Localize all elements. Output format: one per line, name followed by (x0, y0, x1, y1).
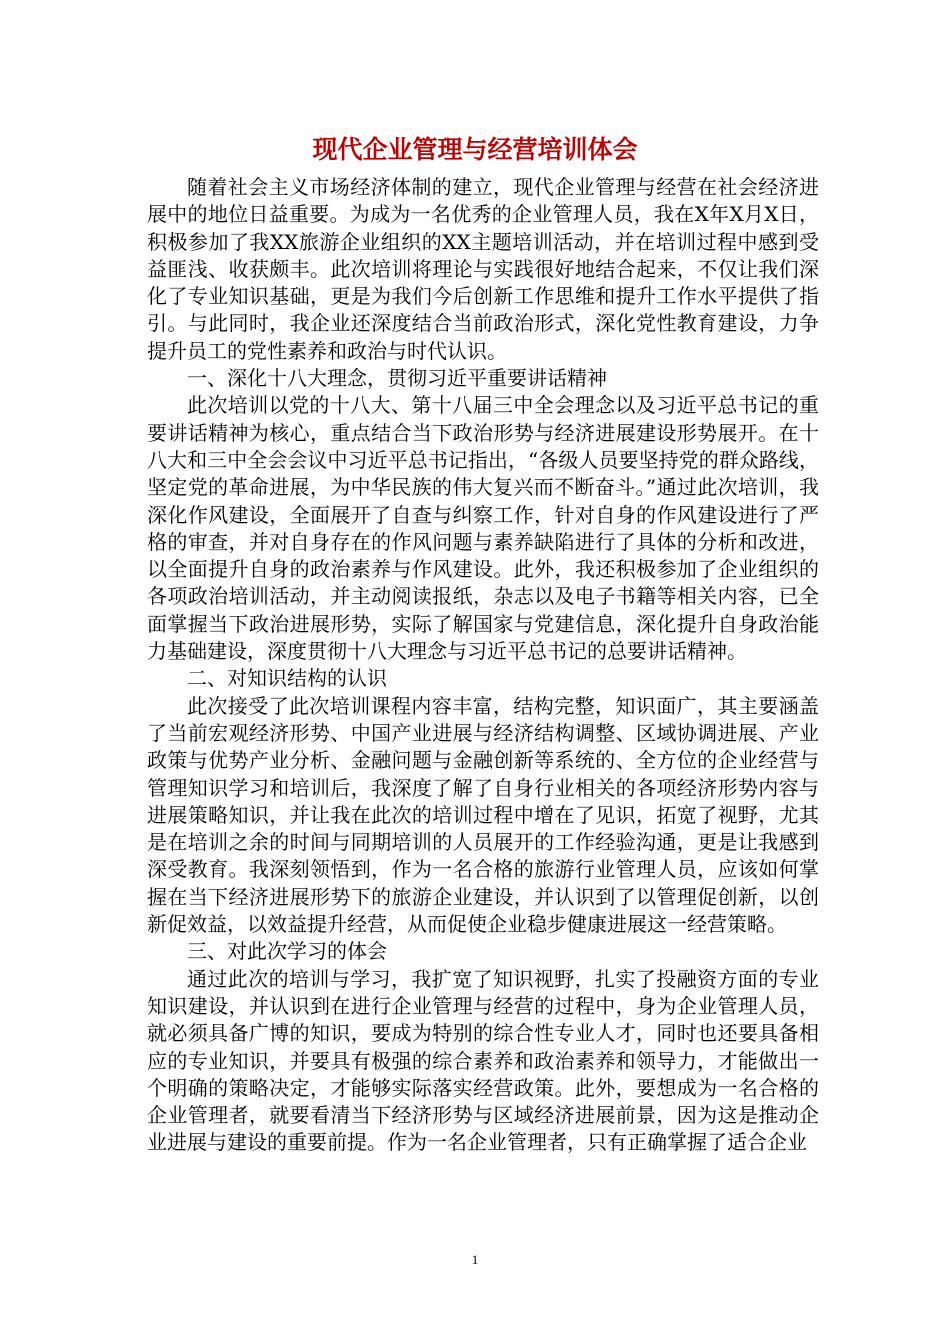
section-heading-1: 一、深化十八大理念，贯彻习近平重要讲话精神 (187, 366, 607, 391)
page-number: 1 (471, 1252, 479, 1267)
document-title: 现代企业管理与经营培训体会 (312, 135, 638, 164)
paragraph-section-1: 此次培训以党的十八大、第十八届三中全会理念以及习近平总书记的重要讲话精神为核心，重点结合当下政治形势与经济进展建设形势展开。在十八大和三中全会会议中习近平总书记指出，“各级人员要坚持党的群众路线，坚定党的革命进展，为中华民族的伟大复兴而不断奋斗。”通过此次培训，我深化作风建设，全面展开了自查与纠察工作，针对自身的作风建设进行了严格的审查，并对自身存在的作风问题与素养缺陷进行了具体的分析和改进，以全面提升自身的政治素养与作风建设。此外，我还积极参加了企业组织的各项政治培训活动，并主动阅读报纸，杂志以及电子书籍等相关内容，已全面掌握当下政治进展形势，实际了解国家与党建信息，深化提升自身政治能力基础建设，深度贯彻十八大理念与习近平总书记的总要讲话精神。 (147, 393, 819, 664)
document-body (147, 174, 819, 1157)
section-heading-2: 二、对知识结构的认识 (187, 666, 387, 691)
paragraph-section-3: 通过此次的培训与学习，我扩宽了知识视野，扎实了投融资方面的专业知识建设，并认识到在进行企业管理与经营的过程中，身为企业管理人员，就必须具备广博的知识，要成为特别的综合性专业人才，同时也还要具备相应的专业知识，并要具有极强的综合素养和政治素养和领导力，才能做出一个明确的策略决定，才能够实际落实经营政策。此外，要想成为一名合格的企业管理者，就要看清当下经济形势与区域经济进展前景，因为这是推动企业进展与建设的重要前提。作为一名企业管理者，只有正确掌握了适合企业 (147, 966, 819, 1155)
paragraph-intro: 随着社会主义市场经济体制的建立，现代企业管理与经营在社会经济进展中的地位日益重要。为成为一名优秀的企业管理人员，我在X年X月X日，积极参加了我XX旅游企业组织的XX主题培训活动，并在培训过程中感到受益匪浅、收获颇丰。此次培训将理论与实践很好地结合起来，不仅让我们深化了专业知识基础，更是为我们今后创新工作思维和提升工作水平提供了指引。与此同时，我企业还深度结合当前政治形式，深化党性教育建设，力争提升员工的党性素养和政治与时代认识。 (147, 175, 819, 363)
section-heading-3: 三、对此次学习的体会 (187, 939, 387, 964)
paragraph-section-2: 此次接受了此次培训课程内容丰富，结构完整，知识面广，其主要涵盖了当前宏观经济形势、中国产业进展与经济结构调整、区域协调进展、产业政策与优势产业分析、金融问题与金融创新等系统的、全方位的企业经营与管理知识学习和培训后，我深度了解了自身行业相关的各项经济形势内容与进展策略知识，并让我在此次的培训过程中增在了见识，拓宽了视野，尤其是在培训之余的时间与同期培训的人员展开的工作经验沟通，更是让我感到深受教育。我深刻领悟到，作为一名合格的旅游行业管理人员，应该如何掌握在当下经济进展形势下的旅游企业建设，并认识到了以管理促创新，以创新促效益，以效益提升经营，从而促使企业稳步健康进展这一经营策略。 (147, 693, 819, 937)
